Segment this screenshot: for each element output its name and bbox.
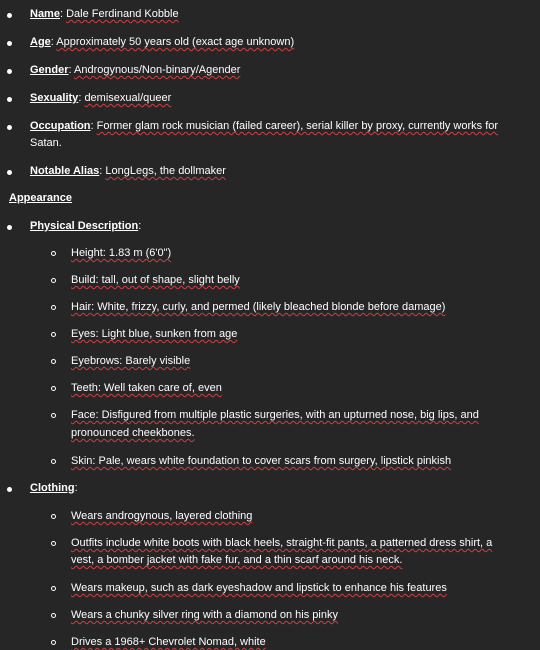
circle-bullet-icon — [51, 278, 56, 283]
alias-value: LongLegs, the dollmaker — [105, 165, 226, 177]
circle-bullet-icon — [51, 586, 56, 591]
circle-bullet-icon — [51, 459, 56, 464]
bullet-icon — [7, 225, 12, 230]
circle-bullet-icon — [51, 541, 56, 546]
clothing-text-2: Outfits include white boots with black heels, straight-fit pants, a patterned dress shirt, a — [71, 537, 493, 549]
skin-text: Skin: Pale, wears white foundation to cover scars from surgery, lipstick pinkish — [71, 455, 452, 467]
circle-bullet-icon — [51, 251, 56, 256]
face-text: Face: Disfigured from multiple plastic surgeries, with an upturned nose, big lips, and — [71, 409, 479, 421]
bullet-icon — [7, 170, 12, 175]
clothing-text-1: Wears androgynous, layered clothing — [71, 510, 253, 522]
circle-bullet-icon — [51, 305, 56, 310]
height-text: Height: 1.83 m (6'0") — [71, 247, 172, 259]
circle-bullet-icon — [51, 514, 56, 519]
sexuality-value: demisexual/queer — [84, 92, 172, 104]
bullet-icon — [7, 487, 12, 492]
occupation-value: Former glam rock musician (failed career), serial killer by proxy, currently works for — [96, 120, 499, 132]
bullet-icon — [7, 97, 12, 102]
age-label: Age — [30, 36, 51, 48]
circle-bullet-icon — [51, 359, 56, 364]
name-label: Name — [30, 8, 60, 20]
clothing-text-3: Wears makeup, such as dark eyeshadow and lipstick to enhance his features — [71, 582, 447, 594]
eyes-text: Eyes: Light blue, sunken from age — [71, 328, 238, 340]
circle-bullet-icon — [51, 332, 56, 337]
bullet-icon — [7, 125, 12, 130]
bullet-icon — [7, 41, 12, 46]
clothing-text-5: Drives a 1968+ Chevrolet Nomad, white — [71, 636, 266, 648]
gender-value: Androgynous/Non-binary/Agender — [74, 64, 241, 76]
circle-bullet-icon — [51, 386, 56, 391]
bullet-icon — [7, 13, 12, 18]
physical-description-label: Physical Description — [30, 220, 139, 232]
clothing-text-4: Wears a chunky silver ring with a diamond on his pinky — [71, 609, 338, 621]
occupation-label: Occupation — [30, 120, 91, 132]
sexuality-label: Sexuality — [30, 92, 79, 104]
name-value: Dale Ferdinand Kobble — [66, 8, 179, 20]
appearance-heading: Appearance — [9, 192, 72, 204]
clothing-text-2-cont: vest, a bomber jacket with fake fur, and a thin scarf around his neck. — [71, 554, 403, 566]
eyebrows-text: Eyebrows: Barely visible — [71, 355, 191, 367]
hair-text: Hair: White, frizzy, curly, and permed (likely bleached blonde before damage) — [71, 301, 446, 313]
circle-bullet-icon — [51, 413, 56, 418]
alias-label: Notable Alias — [30, 165, 100, 177]
age-value: Approximately 50 years old (exact age unknown) — [56, 36, 295, 48]
circle-bullet-icon — [51, 613, 56, 618]
face-text-cont: pronounced cheekbones. — [71, 427, 195, 439]
build-text: Build: tall, out of shape, slight belly — [71, 274, 240, 286]
circle-bullet-icon — [51, 640, 56, 645]
bullet-icon — [7, 69, 12, 74]
document-page: Name: Dale Ferdinand Kobble Age: Approximately 50 years old (exact age unknown) Gender: Androgynous/Non-binary/Agender Sexuality: demisexual/queer Occupation: Former glam rock musician (failed career), serial killer by proxy, currently works for Satan. Notable Alias: LongLegs, the dollmaker Appearance Physical Description: Height: 1.83 m (6'0") Build: tall, out of shape, slight belly Hair: White, frizzy, curly, and permed (likely bleached blonde before damage) Eyes: Light blue, sunken from age Eyebrows: Barely visible Teeth: Well taken care of, even Face: Disfigured from multiple plastic surgeries, with an upturned nose, big lips, and pronounced cheekbones. Skin: Pale, wears white foundation to cover scars from surgery, lipstick pinkish Clothing: Wears androgynous, layered clothing Outfits include white boots with black heels, straight-fit pants, a patterned dress shirt, a vest, a bomber jacket with fake fur, and a thin scarf around his neck. Wears makeup, such as dark eyeshadow and lipstick to enhance his features Wears a chunky silver ring with a diamond on his pinky Drives a 1968+ Chevrolet Nomad, white — [0, 0, 540, 650]
clothing-label: Clothing — [30, 482, 75, 494]
gender-label: Gender — [30, 64, 69, 76]
occupation-value-cont: Satan. — [30, 137, 62, 149]
teeth-text: Teeth: Well taken care of, even — [71, 382, 222, 394]
